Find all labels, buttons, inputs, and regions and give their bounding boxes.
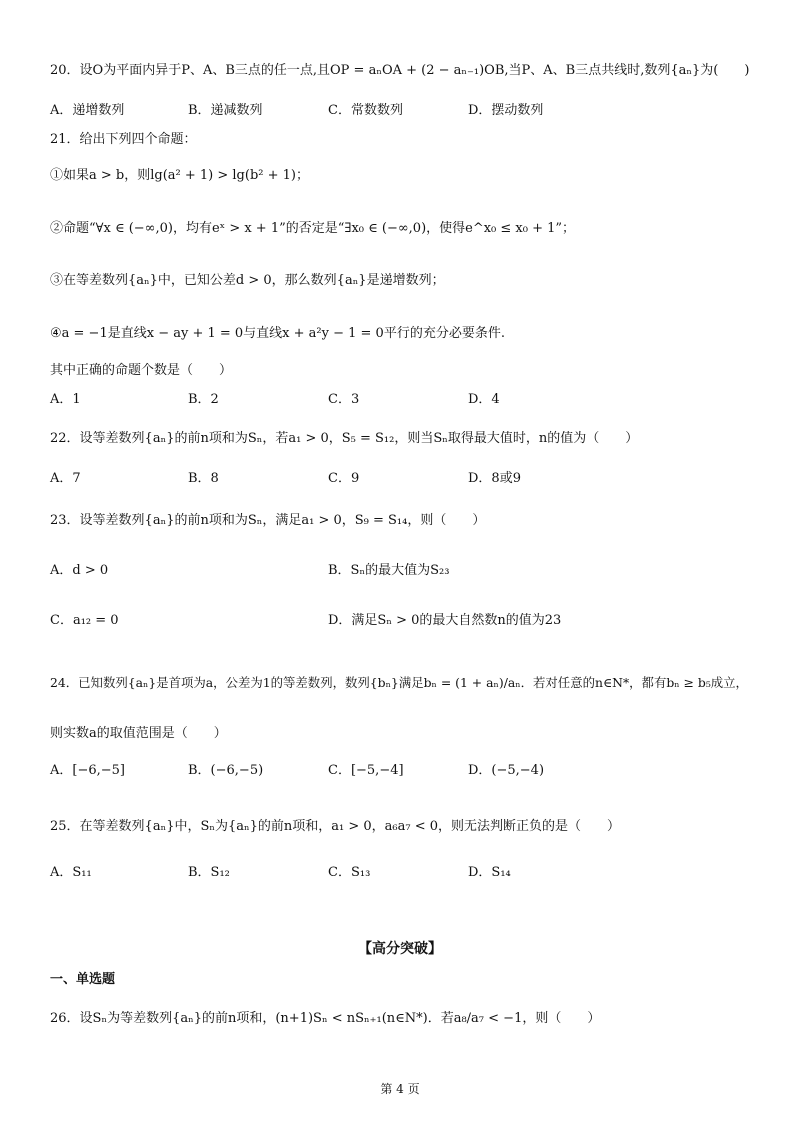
question-22-option-d: D．8或9 (468, 471, 521, 486)
question-21-option-c: C．3 (328, 392, 360, 407)
question-24-option-d: D．(−5,−4) (468, 763, 545, 778)
question-20-stem: 20．设O为平面内异于P、A、B三点的任一点,且OP = aₙOA + (2 − aₙ₋₁)OB,当P、A、B三点共线时,数列{aₙ}为( ) (50, 63, 750, 78)
question-24-option-a: A．[−6,−5] (50, 763, 125, 778)
question-23-option-b: B．Sₙ的最大值为S₂₃ (328, 563, 450, 578)
question-21-item-1: ①如果a > b，则lg(a² + 1) > lg(b² + 1)； (50, 168, 309, 183)
question-22-option-a: A．7 (50, 471, 81, 486)
question-25-option-b: B．S₁₂ (188, 865, 230, 880)
question-21-item-2: ②命题“∀x ∈ (−∞,0)，均有eˣ > x + 1”的否定是“∃x₀ ∈ (−∞,0)，使得e^x₀ ≤ x₀ + 1”； (50, 221, 576, 236)
question-23-option-c: C．a₁₂ = 0 (50, 613, 119, 628)
section-subtitle: 一、单选题 (50, 972, 116, 987)
question-22-stem: 22．设等差数列{aₙ}的前n项和为Sₙ，若a₁ > 0，S₅ = S₁₂，则当Sₙ取得最大值时，n的值为（ ） (50, 431, 639, 446)
question-24-stem: 24．已知数列{aₙ}是首项为a，公差为1的等差数列，数列{bₙ}满足bₙ = (1 + aₙ)/aₙ．若对任意的n∈N*，都有bₙ ≥ b₅成立， (50, 675, 748, 690)
question-23-option-d: D．满足Sₙ > 0的最大自然数n的值为23 (328, 613, 562, 628)
question-21-item-3: ③在等差数列{aₙ}中，已知公差d > 0，那么数列{aₙ}是递增数列； (50, 273, 445, 288)
question-23-stem: 23．设等差数列{aₙ}的前n项和为Sₙ，满足a₁ > 0，S₉ = S₁₄，则（ ） (50, 513, 486, 528)
question-20-option-b: B．递减数列 (188, 103, 263, 118)
question-22-option-c: C．9 (328, 471, 360, 486)
question-21-option-b: B．2 (188, 392, 219, 407)
question-21-stem: 21．给出下列四个命题： (50, 132, 197, 147)
question-25-option-d: D．S₁₄ (468, 865, 511, 880)
question-24-question: 则实数a的取值范围是（ ） (50, 726, 227, 741)
question-21-item-4: ④a = −1是直线x − ay + 1 = 0与直线x + a²y − 1 = 0平行的充分必要条件. (50, 326, 505, 341)
question-24-option-c: C．[−5,−4] (328, 763, 404, 778)
question-21-option-a: A．1 (50, 392, 81, 407)
question-26-stem: 26．设Sₙ为等差数列{aₙ}的前n项和，(n+1)Sₙ < nSₙ₊₁(n∈N*)．若a₈/a₇ < −1，则（ ） (50, 1011, 601, 1026)
question-25-option-c: C．S₁₃ (328, 865, 371, 880)
question-25-stem: 25．在等差数列{aₙ}中，Sₙ为{aₙ}的前n项和，a₁ > 0，a₆a₇ < 0，则无法判断正负的是（ ） (50, 819, 621, 834)
question-20-option-d: D．摆动数列 (468, 103, 544, 118)
question-22-option-b: B．8 (188, 471, 219, 486)
question-21-option-d: D．4 (468, 392, 500, 407)
question-21-question: 其中正确的命题个数是（ ） (50, 363, 233, 378)
page-number: 第 4 页 (380, 1082, 420, 1096)
question-20-option-c: C．常数数列 (328, 103, 403, 118)
question-25-option-a: A．S₁₁ (50, 865, 92, 880)
question-24-option-b: B．(−6,−5) (188, 763, 264, 778)
section-title: 【高分突破】 (358, 941, 442, 957)
question-20-option-a: A．递增数列 (50, 103, 125, 118)
question-23-option-a: A．d > 0 (50, 563, 109, 578)
